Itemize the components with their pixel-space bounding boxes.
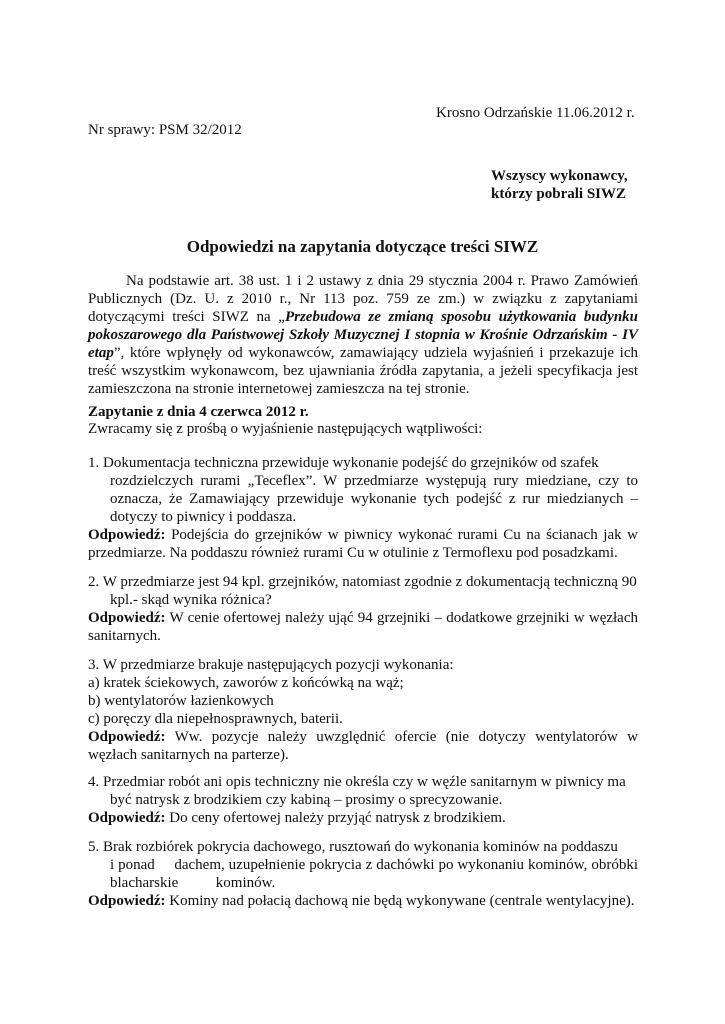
- q5-number: 5.: [88, 839, 100, 855]
- q3-answer-label: Odpowiedź:: [88, 729, 166, 745]
- q1-rest: rozdzielczych rurami „Teceflex”. W przedmiarze występują rury miedziane, czy to oznacza, że Zamawiający przewiduje wykonanie tych podejść z rur miedzianych – dotyczy to piwnicy i poddasza.: [110, 473, 638, 525]
- intro-text-before: Na podstawie art. 38 ust. 1 i 2 ustawy z dnia 29 stycznia 2004 r. Prawo Zamówień Publicznych (Dz. U. z 2010 r., Nr 113 poz. 759 ze zm.) w związku z zapytaniami dotyczącymi treści SIWZ na „: [88, 273, 638, 325]
- q3-answer: [88, 728, 638, 764]
- q3-item-c: c) poręczy dla niepełnosprawnych, baterii.: [88, 711, 343, 727]
- question-5: [88, 838, 642, 910]
- q2-answer-label: Odpowiedź:: [88, 610, 166, 626]
- q2-first-line: W przedmiarze jest 94 kpl. grzejników, natomiast zgodnie z dokumentacją techniczną 90: [102, 574, 637, 590]
- q1-answer-label: Odpowiedź:: [88, 527, 166, 543]
- q5-answer: [88, 892, 638, 910]
- q4-rest: być natrysk z brodzikiem czy kabiną – prosimy o sprecyzowanie.: [110, 792, 503, 808]
- q1-first-line: Dokumentacja techniczna przewiduje wykonanie podejść do grzejników od szafek: [103, 455, 599, 471]
- q2-rest: kpl.- skąd wynika różnica?: [110, 592, 272, 608]
- intro-text-after: ”, które wpłynęły od wykonawców, zamawiający udziela wyjaśnień i przekazuje ich treść wszystkim wykonawcom, bez ujawniania źródła zapytania, a jeżeli specyfikacja jest zamieszczona na stronie internetowej zamieszcza na tej stronie.: [88, 345, 638, 397]
- q5-rest: i ponad dachem, uzupełnienie pokrycia z dachówki po wykonaniu kominów, obróbki blacharskie kominów.: [110, 857, 642, 891]
- q3-item-a: a) kratek ściekowych, zaworów z końcówką na wąż;: [88, 675, 404, 691]
- q2-answer-text: W cenie ofertowej należy ująć 94 grzejniki – dodatkowe grzejniki w węzłach sanitarnych.: [88, 610, 638, 644]
- inquiry-heading: Zapytanie z dnia 4 czerwca 2012 r.: [88, 404, 309, 420]
- project-name: Przebudowa ze zmianą sposobu użytkowania budynku pokoszarowego dla Państwowej Szkoły Muzycznej I stopnia w Krośnie Odrzańskim - IV etap: [88, 309, 639, 361]
- q2-number: 2.: [88, 574, 100, 590]
- place-date: Krosno Odrzańskie 11.06.2012 r.: [436, 105, 635, 121]
- q4-number: 4.: [88, 774, 100, 790]
- q3-heading: 3. W przedmiarze brakuje następujących pozycji wykonania:: [88, 657, 454, 673]
- intro-paragraph: [88, 272, 638, 398]
- q1-answer-text: Podejścia do grzejników w piwnicy wykonać rurami Cu na ścianach jak w przedmiarze. Na poddaszu również rurami Cu w otulinie z Termoflexu pod posadzkami.: [88, 527, 638, 561]
- q5-first-line: Brak rozbiórek pokrycia dachowego, rusztowań do wykonania kominów na poddaszu: [103, 839, 618, 855]
- case-number: Nr sprawy: PSM 32/2012: [88, 122, 242, 138]
- inquiry-lead: Zwracamy się z prośbą o wyjaśnienie następujących wątpliwości:: [88, 421, 483, 437]
- q4-answer-label: Odpowiedź:: [88, 810, 166, 826]
- question-4: [88, 773, 638, 827]
- q4-answer-text: Do ceny ofertowej należy przyjąć natrysk z brodzikiem.: [165, 810, 506, 826]
- question-2: [88, 573, 638, 645]
- question-1: [88, 454, 638, 562]
- q5-answer-label: Odpowiedź:: [88, 893, 166, 909]
- q1-answer: [88, 526, 638, 562]
- q4-answer: [88, 809, 638, 827]
- q2-answer: [88, 609, 638, 645]
- q3-item-b: b) wentylatorów łazienkowych: [88, 693, 274, 709]
- q5-answer-text: Kominy nad połacią dachową nie będą wykonywane (centrale wentylacyjne).: [165, 893, 635, 909]
- document-title: Odpowiedzi na zapytania dotyczące treści SIWZ: [186, 237, 539, 256]
- question-3: [88, 656, 638, 764]
- q1-number: 1.: [88, 455, 100, 471]
- recipient-line-1: Wszyscy wykonawcy,: [491, 168, 628, 184]
- q3-answer-text: Ww. pozycje należy uwzględnić ofercie (nie dotyczy wentylatorów w węzłach sanitarnych na parterze).: [88, 729, 638, 763]
- recipient-line-2: którzy pobrali SIWZ: [491, 186, 627, 202]
- q4-first-line: Przedmiar robót ani opis techniczny nie określa czy w węźle sanitarnym w piwnicy ma: [103, 774, 626, 790]
